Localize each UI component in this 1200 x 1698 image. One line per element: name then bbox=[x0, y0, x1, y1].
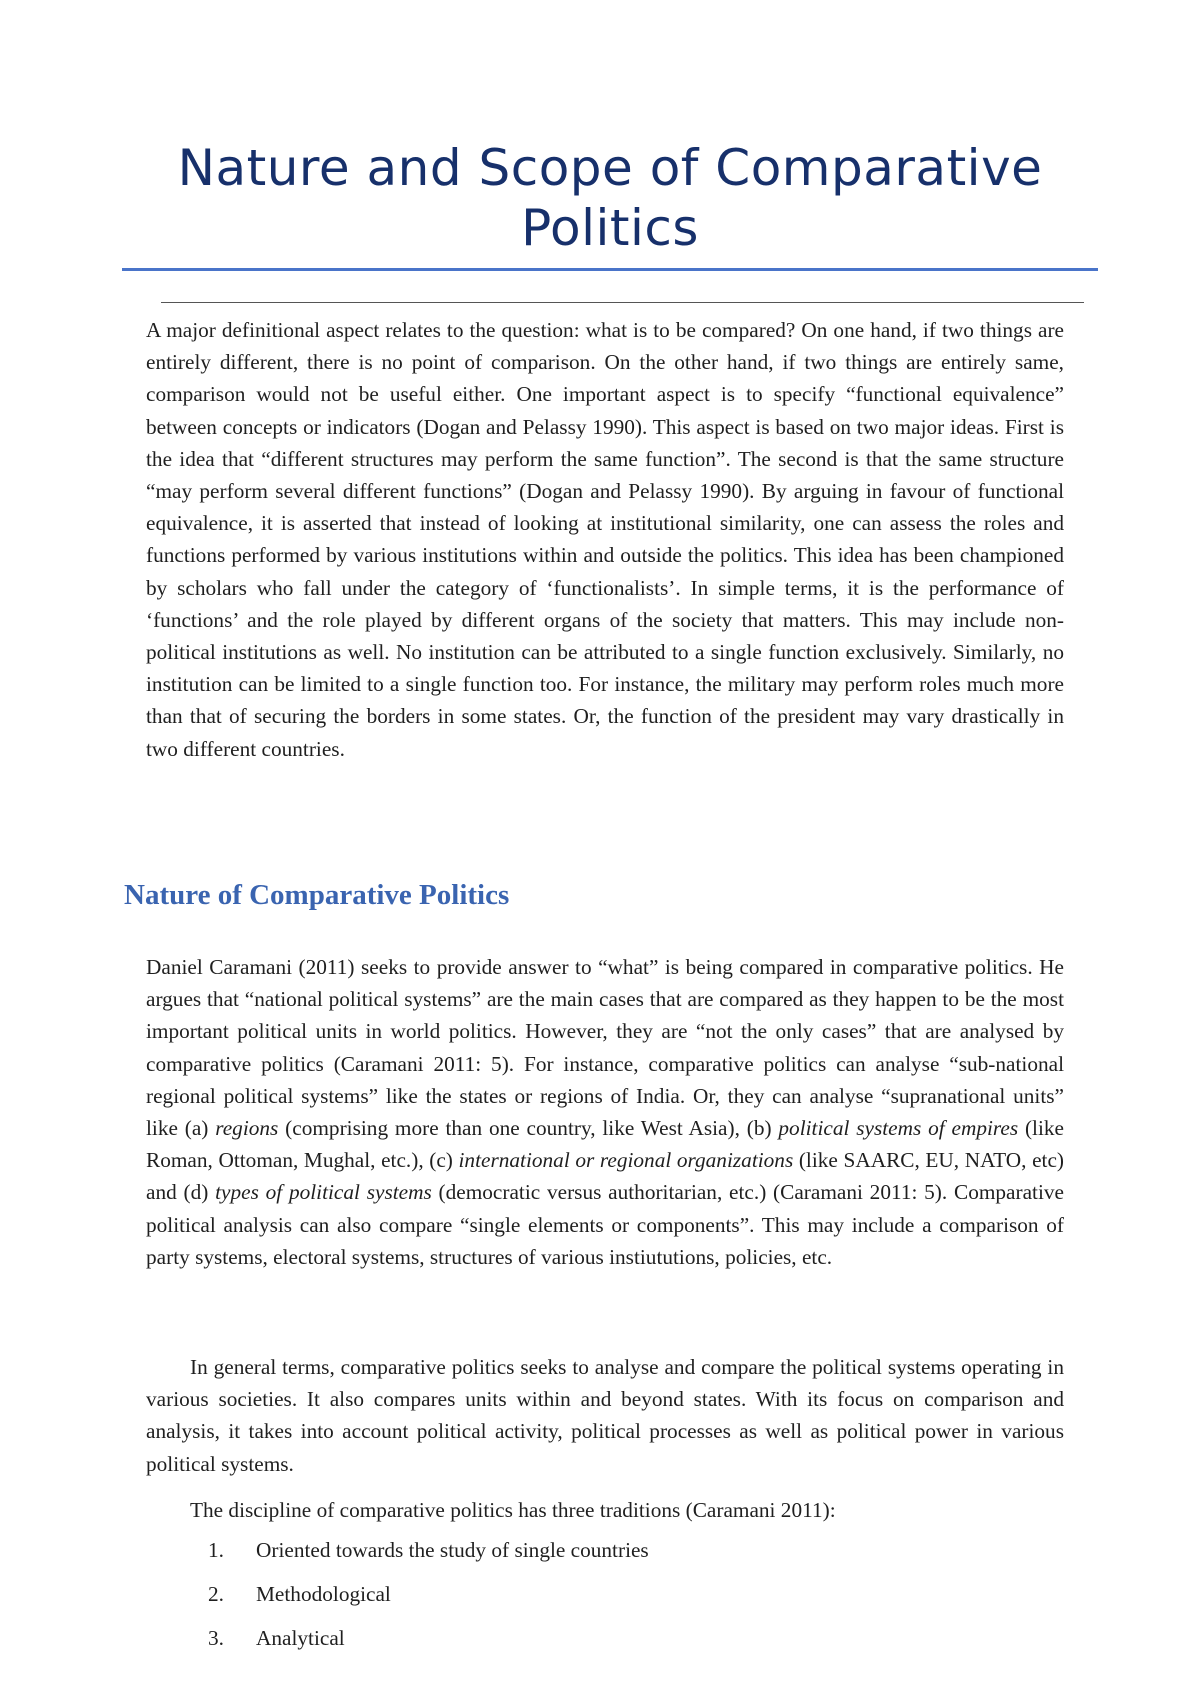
title-underline-divider bbox=[122, 268, 1098, 271]
text-segment: (democratic versus authoritarian, etc.) (Caramani 2011: 5). Comparative political analysis can also compare “single elements or components”. This may include a comparison of party systems, electoral systems, structures of various instiututions, policies, etc. bbox=[146, 1180, 1064, 1269]
list-item-number: 3. bbox=[208, 1626, 224, 1650]
list-item-text: Analytical bbox=[256, 1626, 345, 1650]
thin-divider bbox=[161, 302, 1084, 303]
italic-term-regions: regions bbox=[215, 1116, 279, 1141]
traditions-list bbox=[146, 1534, 1064, 1666]
text-segment: Daniel Caramani (2011) seeks to provide answer to “what” is being compared in comparative politics. He argues that “national political systems” are the main cases that are compared as they happen to be the most important political units in world politics. However, they are “not the only cases” that are analysed by comparative politics (Caramani 2011: 5). For instance, comparative politics can analyse “sub-national regional political systems” like the states or regions of India. Or, they can analyse “supranational units” like (a) bbox=[146, 955, 1064, 1141]
list-item-number: 2. bbox=[208, 1582, 224, 1606]
document-title: Nature and Scope of Comparative Politics bbox=[177, 139, 1043, 257]
italic-term-organizations: international or regional organizations bbox=[458, 1148, 794, 1173]
section-paragraph-3: The discipline of comparative politics has three traditions (Caramani 2011): bbox=[190, 1498, 836, 1522]
text-segment: (like SAARC, EU, NATO, etc) and (d) bbox=[146, 1148, 1064, 1205]
list-item-number: 1. bbox=[208, 1538, 224, 1562]
list-item bbox=[146, 1578, 1064, 1622]
list-item-text: Methodological bbox=[256, 1582, 391, 1606]
section-heading: Nature of Comparative Politics bbox=[124, 879, 510, 911]
intro-paragraph: A major definitional aspect relates to the question: what is to be compared? On one hand, if two things are entirely different, there is no point of comparison. On the other hand, if two things are entirely same, comparison would not be useful either. One important aspect is to specify “functional equivalence” between concepts or indicators (Dogan and Pelassy 1990). This aspect is based on two major ideas. First is the idea that “different structures may perform the same function”. The second is that the same structure “may perform several different functions” (Dogan and Pelassy 1990). By arguing in favour of functional equivalence, it is asserted that instead of looking at institutional similarity, one can assess the roles and functions performed by various institutions within and outside the politics. This idea has been championed by scholars who fall under the category of ‘functionalists’. In simple terms, it is the performance of ‘functions’ and the role played by different organs of the society that matters. This may include non-political institutions as well. No institution can be attributed to a single function exclusively. Similarly, no institution can be limited to a single function too. For instance, the military may perform roles much more than that of securing the borders in some states. Or, the function of the president may vary drastically in two different countries. bbox=[146, 318, 1064, 761]
list-item-text: Oriented towards the study of single countries bbox=[256, 1538, 649, 1562]
italic-term-types: types of political systems bbox=[215, 1180, 432, 1205]
list-item bbox=[146, 1534, 1064, 1578]
section-paragraph-2: In general terms, comparative politics seeks to analyse and compare the political systems operating in various societies. It also compares units within and beyond states. With its focus on comparison and analysis, it takes into account political activity, political processes as well as political power in various political systems. bbox=[146, 1355, 1064, 1476]
text-segment: (comprising more than one country, like West Asia), (b) bbox=[278, 1116, 779, 1141]
italic-term-empires: political systems of empires bbox=[778, 1116, 1019, 1141]
list-item bbox=[146, 1622, 1064, 1666]
section-paragraph-1 bbox=[146, 951, 1064, 1273]
text-segment: (like Roman, Ottoman, Mughal, etc.), (c) bbox=[146, 1116, 1064, 1173]
